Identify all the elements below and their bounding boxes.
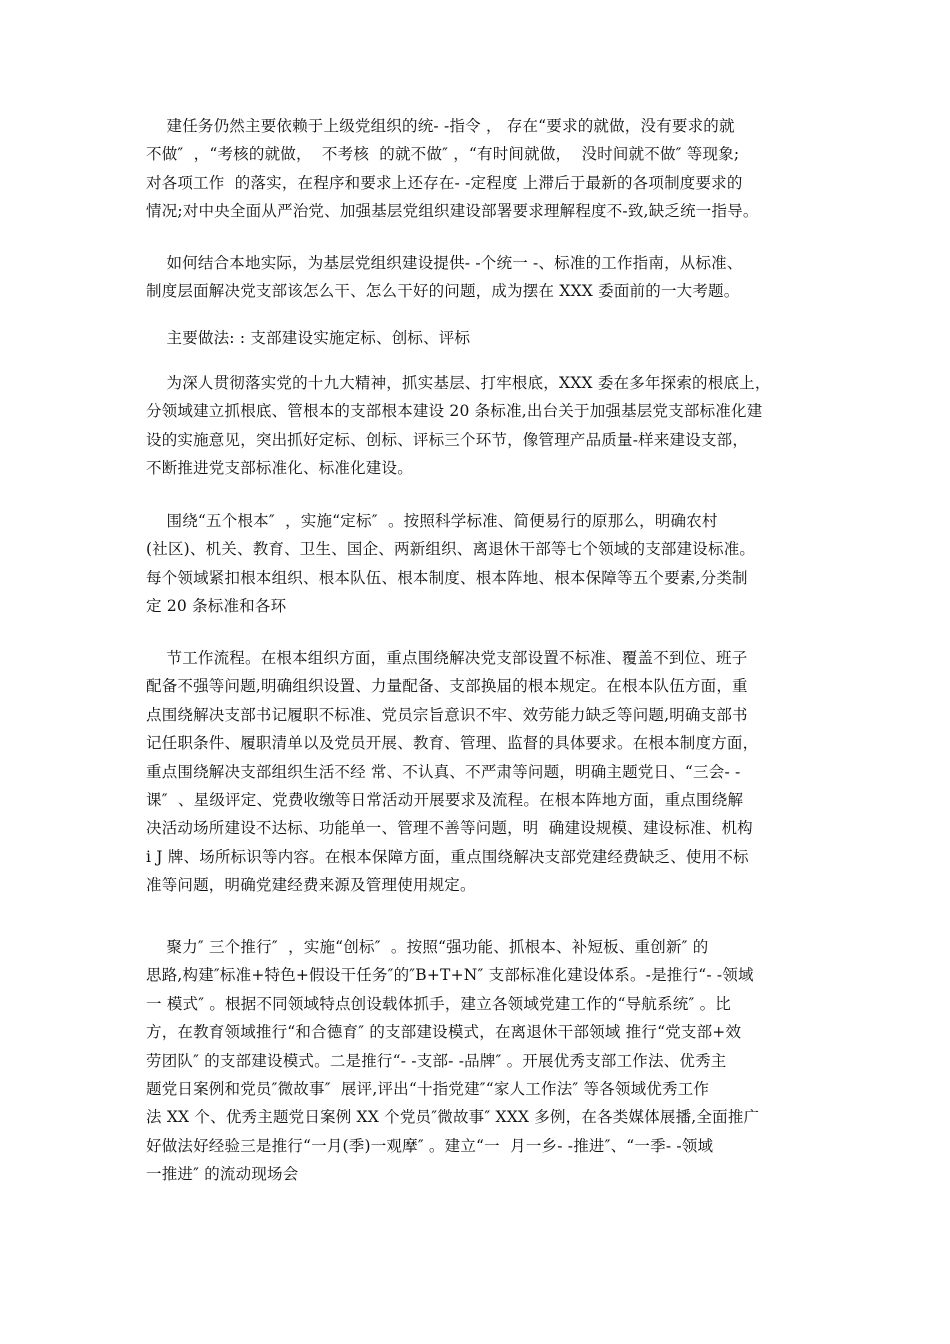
text-line: 一 模式″ 。根据不同领域特点创设载体抓手，建立各领域党建工作的“导航系统″ 。比 (146, 994, 731, 1013)
text-line: 建任务仍然主要依赖于上级党组织的统- -指令 ， 存在“要求的就做，没有要求的就 (146, 117, 735, 135)
text-line: 劳团队″ 的支部建设模式。二是推行“- -支部- -品牌″ 。开展优秀支部工作法、优秀主 (146, 1051, 727, 1070)
text-line: 方，在教育领域推行“和合德育″ 的支部建设模式，在离退休干部领域 推行“党支部+效 (146, 1023, 742, 1042)
text-line: 为深人贯彻落实党的十九大精神，抓实基层、打牢根底，XXX 委在多年探索的根底上， (146, 374, 771, 392)
text-line: 如何结合本地实际，为基层党组织建设提供- -个统一 -、标准的工作指南，从标准、 (146, 254, 743, 272)
text-line: 不做″ ，“考核的就做， 不考核 的就不做″ ，“有时间就做， 没时间就不做″ 等现象; (146, 145, 740, 164)
text-line: 主要做法: : 支部建设实施定标、创标、评标 (146, 329, 471, 347)
paragraph (146, 369, 814, 483)
paragraph (146, 112, 814, 226)
text-line: 制度层面解决党支部该怎么干、怎么干好的问题，成为摆在 XXX 委面前的一大考题。 (146, 282, 740, 301)
text-line: 节工作流程。在根本组织方面，重点围绕解决党支部设置不标准、覆盖不到位、班子 (146, 649, 748, 667)
text-line: 围绕“五个根本″ ，实施“定标″ 。按照科学标准、简便易行的原那么，明确农村 (146, 512, 718, 530)
paragraph (146, 249, 814, 306)
text-line: 不断推进党支部标准化、标准化建设。 (146, 459, 413, 478)
text-line: 课″ 、星级评定、党费收缴等日常活动开展要求及流程。在根本阵地方面，重点围绕解 (146, 791, 744, 810)
text-line: 情况;对中央全面从严治党、加强基层党组织建设部署要求理解程度不-致,缺乏统一指导。 (146, 202, 759, 221)
text-line: 记任职条件、履职清单以及党员开展、教育、管理、监督的具体要求。在根本制度方面， (146, 734, 759, 753)
text-line: 思路,构建″标准+特色+假设干任务″的″B+T+N″ 支部标准化建设体系。-是推行“- -领域 (146, 966, 754, 985)
paragraph (146, 507, 814, 621)
text-line: 定 20 条标准和各环 (146, 597, 287, 616)
text-line: 对各项工作 的落实，在程序和要求上还存在- -定程度 上滞后于最新的各项制度要求的 (146, 173, 743, 192)
text-line: 一推进″ 的流动现场会 (146, 1165, 299, 1184)
text-line: 设的实施意见，突出抓好定标、创标、评标三个环节，像管理产品质量-样来建设支部， (146, 430, 749, 449)
text-line: 准等问题，明确党建经费来源及管理使用规定。 (146, 876, 476, 895)
text-line: 题党日案例和党员″微故事″ 展评,评出“十指党建″“家人工作法″ 等各领域优秀工作 (146, 1080, 710, 1099)
paragraph (146, 933, 814, 1189)
text-line: 分领域建立抓根底、管根本的支部根本建设 20 条标准,出台关于加强基层党支部标准化建 (146, 402, 763, 421)
paragraph (146, 644, 814, 900)
text-line: 决活动场所建设不达标、功能单一、管理不善等问题，明 确建设规模、建设标准、机构 (146, 819, 753, 838)
text-line: (社区)、机关、教育、卫生、国企、两新组织、离退休干部等七个领域的支部建设标准。 (146, 540, 756, 559)
text-line: i J 牌、场所标识等内容。在根本保障方面，重点围绕解决支部党建经费缺乏、使用不标 (146, 847, 749, 866)
text-line: 配备不强等问题,明确组织设置、力量配备、支部换届的根本规定。在根本队伍方面，重 (146, 677, 748, 696)
section-heading (146, 324, 814, 352)
text-line: 聚力″ 三个推行″ ，实施“创标″ 。按照“强功能、抓根本、补短板、重创新″ 的 (146, 938, 709, 956)
text-line: 重点围绕解决支部组织生活不经 常、不认真、不严肃等问题，明确主题党日、“三会- - (146, 762, 741, 781)
text-line: 每个领域紧扣根本组织、根本队伍、根本制度、根本阵地、根本保障等五个要素,分类制 (146, 568, 748, 587)
text-line: 点围绕解决支部书记履职不标准、党员宗旨意识不牢、效劳能力缺乏等问题,明确支部书 (146, 705, 748, 724)
text-line: 好做法好经验三是推行“一月(季)一观摩″ 。建立“一 月一乡- -推进″、“一季- -领域 (146, 1136, 714, 1155)
text-line: 法 XX 个、优秀主题党日案例 XX 个党员″微故事″ XXX 多例，在各类媒体展播,全面推广 (146, 1108, 760, 1127)
